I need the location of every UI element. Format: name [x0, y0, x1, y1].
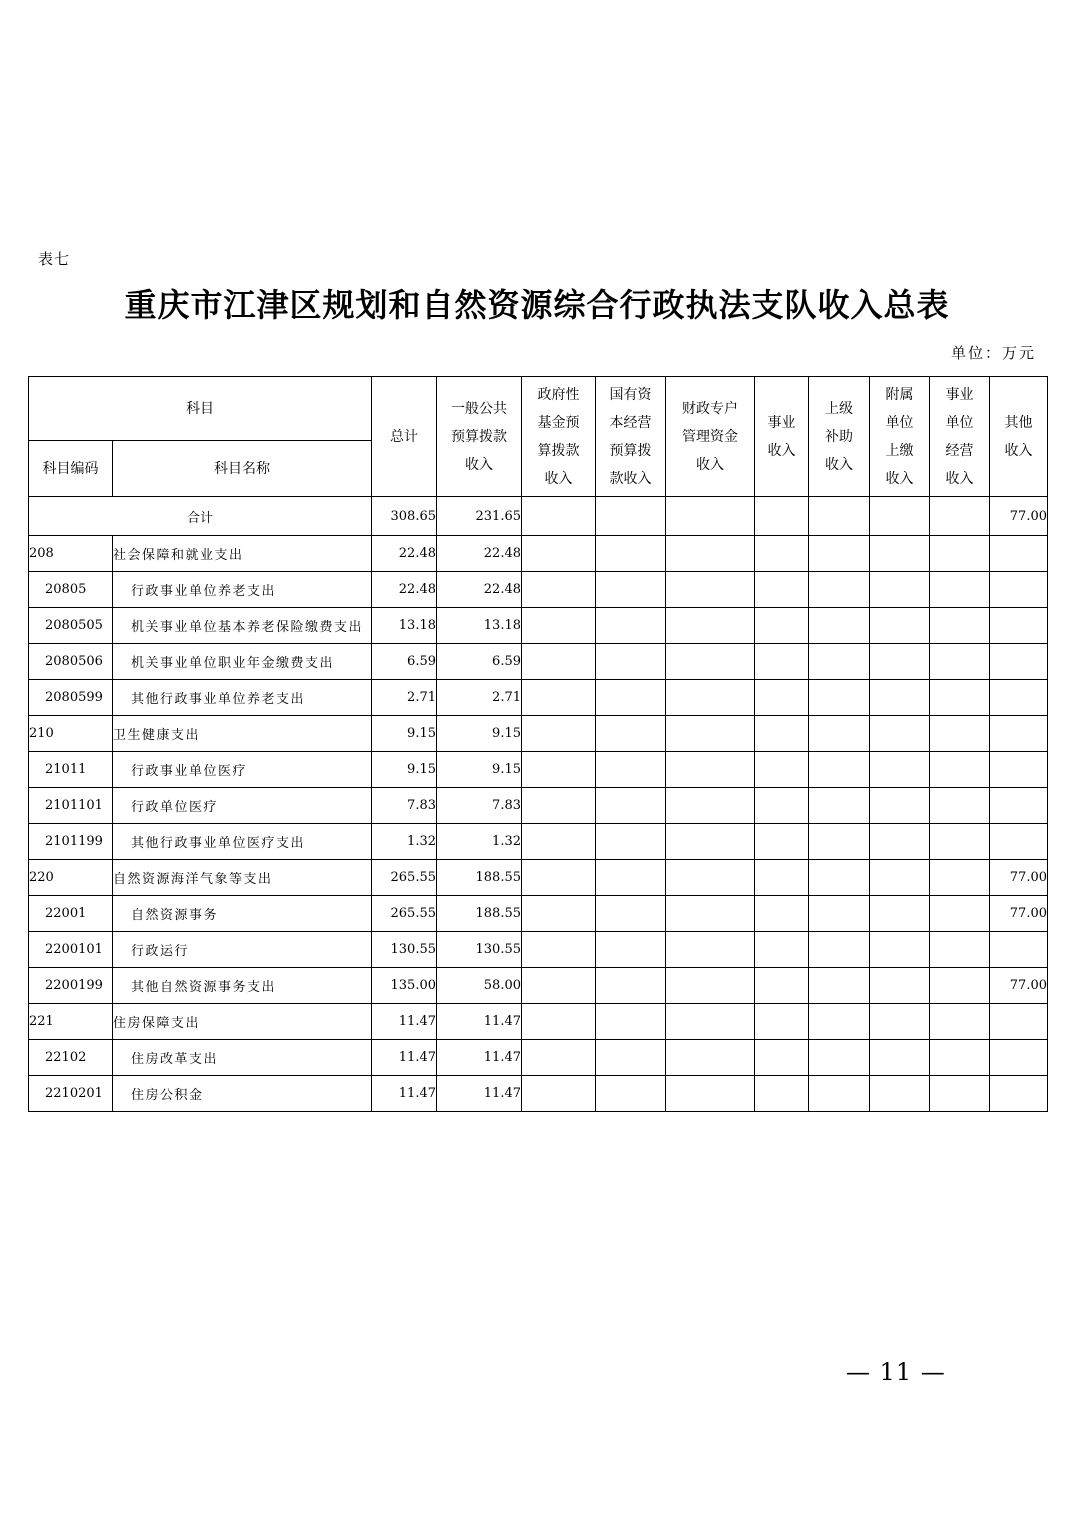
operating-cell — [930, 968, 990, 1004]
general-budget-cell: 7.83 — [437, 788, 522, 824]
business-cell — [755, 680, 809, 716]
total-cell: 130.55 — [372, 932, 437, 968]
superior-subsidy-cell — [809, 1004, 870, 1040]
state-capital-cell — [596, 536, 666, 572]
header-general-budget: 一般公共 预算拨款 收入 — [437, 377, 522, 497]
header-fiscal-special: 财政专户 管理资金 收入 — [666, 377, 755, 497]
gov-fund-cell — [522, 644, 596, 680]
other-income-cell — [990, 608, 1048, 644]
general-budget-cell: 9.15 — [437, 716, 522, 752]
unit-label: 单位：万元 — [950, 344, 1036, 362]
gov-fund-cell — [522, 716, 596, 752]
superior-subsidy-cell — [809, 824, 870, 860]
table-row — [29, 644, 1048, 680]
general-budget-cell: 9.15 — [437, 752, 522, 788]
state-capital-cell — [596, 1004, 666, 1040]
state-capital-cell — [596, 644, 666, 680]
other-income-cell — [990, 1040, 1048, 1076]
total-cell: 9.15 — [372, 716, 437, 752]
total-cell: 1.32 — [372, 824, 437, 860]
total-cell: 22.48 — [372, 572, 437, 608]
header-affiliated: 附属 单位 上缴 收入 — [870, 377, 930, 497]
subject-code-cell: 2200101 — [29, 932, 113, 968]
subject-name-cell: 卫生健康支出 — [113, 716, 372, 752]
subject-code-cell: 2080506 — [29, 644, 113, 680]
total-cell: 11.47 — [372, 1040, 437, 1076]
affiliated-cell — [870, 716, 930, 752]
total-cell: 265.55 — [372, 896, 437, 932]
total-cell-total: 308.65 — [372, 497, 437, 536]
superior-subsidy-cell — [809, 1040, 870, 1076]
gov-fund-cell — [522, 968, 596, 1004]
affiliated-cell — [870, 680, 930, 716]
subject-name-cell: 社会保障和就业支出 — [113, 536, 372, 572]
fiscal-special-cell — [666, 644, 755, 680]
table-row — [29, 932, 1048, 968]
fiscal-special-cell — [666, 1076, 755, 1112]
fiscal-special-cell — [666, 860, 755, 896]
other-income-cell — [990, 572, 1048, 608]
total-cell-superior-subsidy — [809, 497, 870, 536]
other-income-cell: 77.00 — [990, 968, 1048, 1004]
general-budget-cell: 2.71 — [437, 680, 522, 716]
subject-name-cell: 机关事业单位职业年金缴费支出 — [113, 644, 372, 680]
total-cell-state-capital — [596, 497, 666, 536]
table-row — [29, 536, 1048, 572]
fiscal-special-cell — [666, 824, 755, 860]
business-cell — [755, 608, 809, 644]
other-income-cell: 77.00 — [990, 896, 1048, 932]
subject-name-cell: 其他行政事业单位养老支出 — [113, 680, 372, 716]
subject-code-cell: 221 — [29, 1004, 113, 1040]
business-cell — [755, 536, 809, 572]
state-capital-cell — [596, 608, 666, 644]
fiscal-special-cell — [666, 572, 755, 608]
gov-fund-cell — [522, 572, 596, 608]
subject-name-cell: 行政事业单位养老支出 — [113, 572, 372, 608]
other-income-cell — [990, 680, 1048, 716]
operating-cell — [930, 536, 990, 572]
subject-code-cell: 2200199 — [29, 968, 113, 1004]
subject-code-cell: 2101199 — [29, 824, 113, 860]
subject-code-cell: 2210201 — [29, 1076, 113, 1112]
business-cell — [755, 1040, 809, 1076]
total-row — [29, 497, 1048, 536]
other-income-cell — [990, 644, 1048, 680]
affiliated-cell — [870, 968, 930, 1004]
fiscal-special-cell — [666, 716, 755, 752]
subject-code-cell: 21011 — [29, 752, 113, 788]
total-cell: 7.83 — [372, 788, 437, 824]
fiscal-special-cell — [666, 680, 755, 716]
other-income-cell — [990, 932, 1048, 968]
header-state-capital: 国有资 本经营 预算拨 款收入 — [596, 377, 666, 497]
header-gov-fund: 政府性 基金预 算拨款 收入 — [522, 377, 596, 497]
total-cell: 11.47 — [372, 1004, 437, 1040]
fiscal-special-cell — [666, 752, 755, 788]
fiscal-special-cell — [666, 536, 755, 572]
superior-subsidy-cell — [809, 644, 870, 680]
business-cell — [755, 896, 809, 932]
subject-name-cell: 其他行政事业单位医疗支出 — [113, 824, 372, 860]
total-cell-business — [755, 497, 809, 536]
state-capital-cell — [596, 572, 666, 608]
state-capital-cell — [596, 1076, 666, 1112]
superior-subsidy-cell — [809, 752, 870, 788]
operating-cell — [930, 1076, 990, 1112]
superior-subsidy-cell — [809, 680, 870, 716]
gov-fund-cell — [522, 752, 596, 788]
gov-fund-cell — [522, 932, 596, 968]
general-budget-cell: 188.55 — [437, 860, 522, 896]
table-body — [29, 497, 1048, 1112]
total-cell-fiscal-special — [666, 497, 755, 536]
table-label: 表七 — [38, 250, 71, 268]
table-row — [29, 716, 1048, 752]
general-budget-cell: 188.55 — [437, 896, 522, 932]
affiliated-cell — [870, 932, 930, 968]
table-row — [29, 824, 1048, 860]
business-cell — [755, 932, 809, 968]
other-income-cell: 77.00 — [990, 860, 1048, 896]
affiliated-cell — [870, 860, 930, 896]
state-capital-cell — [596, 752, 666, 788]
header-subject-name: 科目名称 — [113, 441, 372, 497]
affiliated-cell — [870, 572, 930, 608]
table-row — [29, 572, 1048, 608]
fiscal-special-cell — [666, 788, 755, 824]
table-row — [29, 752, 1048, 788]
gov-fund-cell — [522, 788, 596, 824]
subject-name-cell: 住房公积金 — [113, 1076, 372, 1112]
other-income-cell — [990, 1004, 1048, 1040]
header-other: 其他 收入 — [990, 377, 1048, 497]
total-cell: 22.48 — [372, 536, 437, 572]
general-budget-cell: 6.59 — [437, 644, 522, 680]
state-capital-cell — [596, 932, 666, 968]
business-cell — [755, 824, 809, 860]
operating-cell — [930, 716, 990, 752]
total-cell-general-budget: 231.65 — [437, 497, 522, 536]
table-row — [29, 860, 1048, 896]
header-operating: 事业 单位 经营 收入 — [930, 377, 990, 497]
subject-name-cell: 自然资源事务 — [113, 896, 372, 932]
operating-cell — [930, 680, 990, 716]
header-total: 总计 — [372, 377, 437, 497]
total-label: 合计 — [29, 497, 372, 536]
business-cell — [755, 572, 809, 608]
business-cell — [755, 788, 809, 824]
revenue-table — [28, 376, 1048, 1112]
general-budget-cell: 22.48 — [437, 536, 522, 572]
fiscal-special-cell — [666, 896, 755, 932]
subject-name-cell: 行政事业单位医疗 — [113, 752, 372, 788]
general-budget-cell: 13.18 — [437, 608, 522, 644]
affiliated-cell — [870, 788, 930, 824]
total-cell: 11.47 — [372, 1076, 437, 1112]
table-row — [29, 896, 1048, 932]
table-row — [29, 1040, 1048, 1076]
operating-cell — [930, 644, 990, 680]
operating-cell — [930, 896, 990, 932]
fiscal-special-cell — [666, 1004, 755, 1040]
header-subject: 科目 — [29, 377, 372, 441]
total-cell-gov-fund — [522, 497, 596, 536]
total-cell: 2.71 — [372, 680, 437, 716]
gov-fund-cell — [522, 824, 596, 860]
total-cell: 265.55 — [372, 860, 437, 896]
subject-code-cell: 210 — [29, 716, 113, 752]
affiliated-cell — [870, 1076, 930, 1112]
general-budget-cell: 1.32 — [437, 824, 522, 860]
subject-name-cell: 机关事业单位基本养老保险缴费支出 — [113, 608, 372, 644]
subject-name-cell: 自然资源海洋气象等支出 — [113, 860, 372, 896]
general-budget-cell: 58.00 — [437, 968, 522, 1004]
table-row — [29, 788, 1048, 824]
general-budget-cell: 130.55 — [437, 932, 522, 968]
state-capital-cell — [596, 716, 666, 752]
state-capital-cell — [596, 968, 666, 1004]
operating-cell — [930, 1004, 990, 1040]
general-budget-cell: 11.47 — [437, 1076, 522, 1112]
business-cell — [755, 752, 809, 788]
other-income-cell — [990, 788, 1048, 824]
superior-subsidy-cell — [809, 716, 870, 752]
superior-subsidy-cell — [809, 896, 870, 932]
total-cell-other: 77.00 — [990, 497, 1048, 536]
subject-name-cell: 其他自然资源事务支出 — [113, 968, 372, 1004]
table-row — [29, 1004, 1048, 1040]
state-capital-cell — [596, 824, 666, 860]
gov-fund-cell — [522, 896, 596, 932]
business-cell — [755, 716, 809, 752]
subject-code-cell: 22102 — [29, 1040, 113, 1076]
general-budget-cell: 11.47 — [437, 1004, 522, 1040]
state-capital-cell — [596, 788, 666, 824]
gov-fund-cell — [522, 608, 596, 644]
affiliated-cell — [870, 1004, 930, 1040]
superior-subsidy-cell — [809, 788, 870, 824]
operating-cell — [930, 572, 990, 608]
superior-subsidy-cell — [809, 932, 870, 968]
superior-subsidy-cell — [809, 572, 870, 608]
total-cell-operating — [930, 497, 990, 536]
affiliated-cell — [870, 1040, 930, 1076]
total-cell-affiliated — [870, 497, 930, 536]
subject-code-cell: 2080505 — [29, 608, 113, 644]
state-capital-cell — [596, 680, 666, 716]
subject-name-cell: 行政单位医疗 — [113, 788, 372, 824]
gov-fund-cell — [522, 1004, 596, 1040]
business-cell — [755, 968, 809, 1004]
document-title: 重庆市江津区规划和自然资源综合行政执法支队收入总表 — [124, 286, 950, 324]
gov-fund-cell — [522, 680, 596, 716]
general-budget-cell: 11.47 — [437, 1040, 522, 1076]
business-cell — [755, 644, 809, 680]
affiliated-cell — [870, 644, 930, 680]
other-income-cell — [990, 1076, 1048, 1112]
header-subject-code: 科目编码 — [29, 441, 113, 497]
header-business: 事业 收入 — [755, 377, 809, 497]
subject-name-cell: 行政运行 — [113, 932, 372, 968]
general-budget-cell: 22.48 — [437, 572, 522, 608]
table-row — [29, 680, 1048, 716]
subject-name-cell: 住房改革支出 — [113, 1040, 372, 1076]
operating-cell — [930, 860, 990, 896]
header-superior-subsidy: 上级 补助 收入 — [809, 377, 870, 497]
subject-name-cell: 住房保障支出 — [113, 1004, 372, 1040]
affiliated-cell — [870, 896, 930, 932]
operating-cell — [930, 824, 990, 860]
affiliated-cell — [870, 824, 930, 860]
other-income-cell — [990, 824, 1048, 860]
other-income-cell — [990, 716, 1048, 752]
operating-cell — [930, 1040, 990, 1076]
subject-code-cell: 20805 — [29, 572, 113, 608]
subject-code-cell: 208 — [29, 536, 113, 572]
other-income-cell — [990, 752, 1048, 788]
total-cell: 6.59 — [372, 644, 437, 680]
business-cell — [755, 1004, 809, 1040]
subject-code-cell: 2101101 — [29, 788, 113, 824]
total-cell: 9.15 — [372, 752, 437, 788]
gov-fund-cell — [522, 860, 596, 896]
subject-code-cell: 2080599 — [29, 680, 113, 716]
operating-cell — [930, 752, 990, 788]
operating-cell — [930, 788, 990, 824]
fiscal-special-cell — [666, 1040, 755, 1076]
table-row — [29, 968, 1048, 1004]
superior-subsidy-cell — [809, 536, 870, 572]
fiscal-special-cell — [666, 932, 755, 968]
affiliated-cell — [870, 536, 930, 572]
subject-code-cell: 220 — [29, 860, 113, 896]
other-income-cell — [990, 536, 1048, 572]
table-row — [29, 608, 1048, 644]
affiliated-cell — [870, 608, 930, 644]
affiliated-cell — [870, 752, 930, 788]
page-number: — 11 — — [846, 1358, 946, 1386]
total-cell: 135.00 — [372, 968, 437, 1004]
subject-code-cell: 22001 — [29, 896, 113, 932]
fiscal-special-cell — [666, 968, 755, 1004]
fiscal-special-cell — [666, 608, 755, 644]
state-capital-cell — [596, 860, 666, 896]
business-cell — [755, 860, 809, 896]
total-cell: 13.18 — [372, 608, 437, 644]
gov-fund-cell — [522, 1076, 596, 1112]
state-capital-cell — [596, 896, 666, 932]
operating-cell — [930, 932, 990, 968]
superior-subsidy-cell — [809, 608, 870, 644]
superior-subsidy-cell — [809, 860, 870, 896]
business-cell — [755, 1076, 809, 1112]
gov-fund-cell — [522, 536, 596, 572]
superior-subsidy-cell — [809, 1076, 870, 1112]
gov-fund-cell — [522, 1040, 596, 1076]
state-capital-cell — [596, 1040, 666, 1076]
operating-cell — [930, 608, 990, 644]
table-row — [29, 1076, 1048, 1112]
superior-subsidy-cell — [809, 968, 870, 1004]
